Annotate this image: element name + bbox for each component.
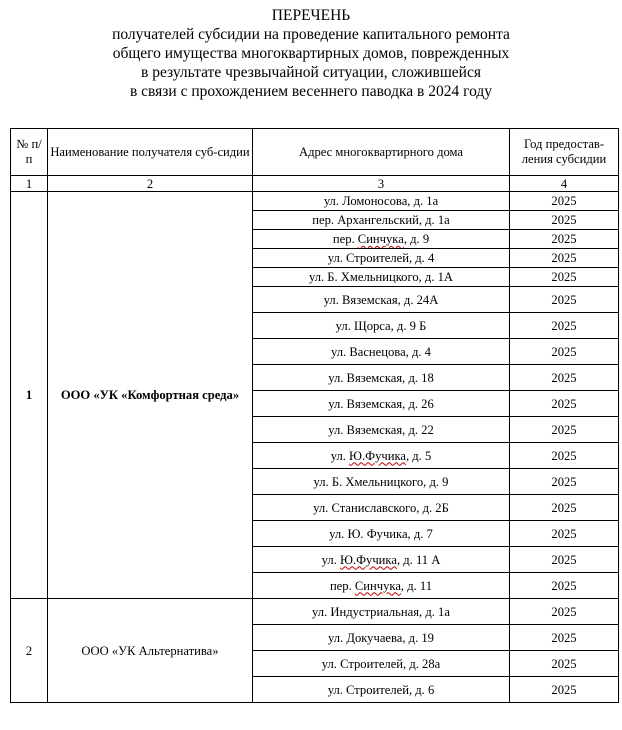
- column-index: 4: [510, 176, 619, 192]
- year-cell: 2025: [510, 192, 619, 211]
- recipients-table: [10, 128, 619, 703]
- address-cell: ул. Щорса, д. 9 Б: [253, 313, 510, 339]
- spellcheck-word: Ю.Фучика: [340, 552, 397, 567]
- row-number: 2: [11, 599, 48, 703]
- spellcheck-word: Синчука: [354, 578, 401, 593]
- year-cell: 2025: [510, 677, 619, 703]
- address-cell: [253, 230, 510, 249]
- address-cell: ул. Докучаева, д. 19: [253, 625, 510, 651]
- header-num: № п/п: [11, 129, 48, 176]
- title-line: в результате чрезвычайной ситуации, сложившейся: [141, 64, 481, 81]
- title-line: общего имущества многоквартирных домов, поврежденных: [112, 45, 510, 62]
- column-index-row: [11, 176, 619, 192]
- address-cell: ул. Б. Хмельницкого, д. 9: [253, 469, 510, 495]
- address-cell: ул. Вяземская, д. 22: [253, 417, 510, 443]
- address-cell: ул. Станиславского, д. 2Б: [253, 495, 510, 521]
- address-cell: ул. Вяземская, д. 18: [253, 365, 510, 391]
- title-line: получателей субсидии на проведение капитального ремонта: [112, 26, 510, 43]
- year-cell: 2025: [510, 313, 619, 339]
- address-cell: [253, 547, 510, 573]
- address-cell: ул. Васнецова, д. 4: [253, 339, 510, 365]
- title-heading: ПЕРЕЧЕНЬ: [271, 7, 351, 24]
- year-cell: 2025: [510, 521, 619, 547]
- header-address: Адрес многоквартирного дома: [253, 129, 510, 176]
- year-cell: 2025: [510, 651, 619, 677]
- address-suffix: , д. 11 А: [396, 552, 441, 567]
- address-prefix: ул.: [321, 552, 340, 567]
- spellcheck-word: Ю.Фучика: [349, 448, 406, 463]
- address-cell: ул. Ю. Фучика, д. 7: [253, 521, 510, 547]
- year-cell: 2025: [510, 287, 619, 313]
- header-year: Год предостав-ления субсидии: [510, 129, 619, 176]
- table-header-row: [11, 129, 619, 176]
- year-cell: 2025: [510, 230, 619, 249]
- address-cell: пер. Архангельский, д. 1а: [253, 211, 510, 230]
- year-cell: 2025: [510, 417, 619, 443]
- address-suffix: , д. 9: [403, 232, 430, 246]
- header-name: Наименование получателя суб-сидии: [48, 129, 253, 176]
- address-prefix: ул.: [330, 448, 350, 463]
- table-row: [11, 599, 619, 625]
- address-cell: ул. Ломоносова, д. 1а: [253, 192, 510, 211]
- spellcheck-word: Синчука: [357, 232, 404, 246]
- address-cell: ул. Вяземская, д. 26: [253, 391, 510, 417]
- address-suffix: , д. 11: [400, 578, 433, 593]
- address-prefix: пер.: [329, 578, 355, 593]
- recipient-name: ООО «УК Альтернатива»: [48, 599, 253, 703]
- year-cell: 2025: [510, 573, 619, 599]
- year-cell: 2025: [510, 339, 619, 365]
- year-cell: 2025: [510, 625, 619, 651]
- year-cell: 2025: [510, 211, 619, 230]
- address-cell: [253, 443, 510, 469]
- year-cell: 2025: [510, 249, 619, 268]
- recipient-name: ООО «УК «Комфортная среда»: [48, 192, 253, 599]
- column-index: 1: [11, 176, 48, 192]
- title-line: в связи с прохождением весеннего паводка в 2024 году: [129, 83, 493, 100]
- year-cell: 2025: [510, 365, 619, 391]
- address-cell: ул. Строителей, д. 4: [253, 249, 510, 268]
- address-prefix: пер.: [332, 232, 358, 246]
- year-cell: 2025: [510, 443, 619, 469]
- row-number: 1: [11, 192, 48, 599]
- year-cell: 2025: [510, 599, 619, 625]
- address-cell: ул. Строителей, д. 28а: [253, 651, 510, 677]
- column-index: 3: [253, 176, 510, 192]
- year-cell: 2025: [510, 391, 619, 417]
- column-index: 2: [48, 176, 253, 192]
- table-row: [11, 192, 619, 211]
- document-title: [0, 6, 622, 101]
- address-cell: ул. Строителей, д. 6: [253, 677, 510, 703]
- year-cell: 2025: [510, 268, 619, 287]
- address-cell: ул. Индустриальная, д. 1а: [253, 599, 510, 625]
- year-cell: 2025: [510, 469, 619, 495]
- address-cell: ул. Б. Хмельницкого, д. 1А: [253, 268, 510, 287]
- year-cell: 2025: [510, 495, 619, 521]
- year-cell: 2025: [510, 547, 619, 573]
- address-suffix: , д. 5: [405, 448, 432, 463]
- address-cell: ул. Вяземская, д. 24А: [253, 287, 510, 313]
- address-cell: [253, 573, 510, 599]
